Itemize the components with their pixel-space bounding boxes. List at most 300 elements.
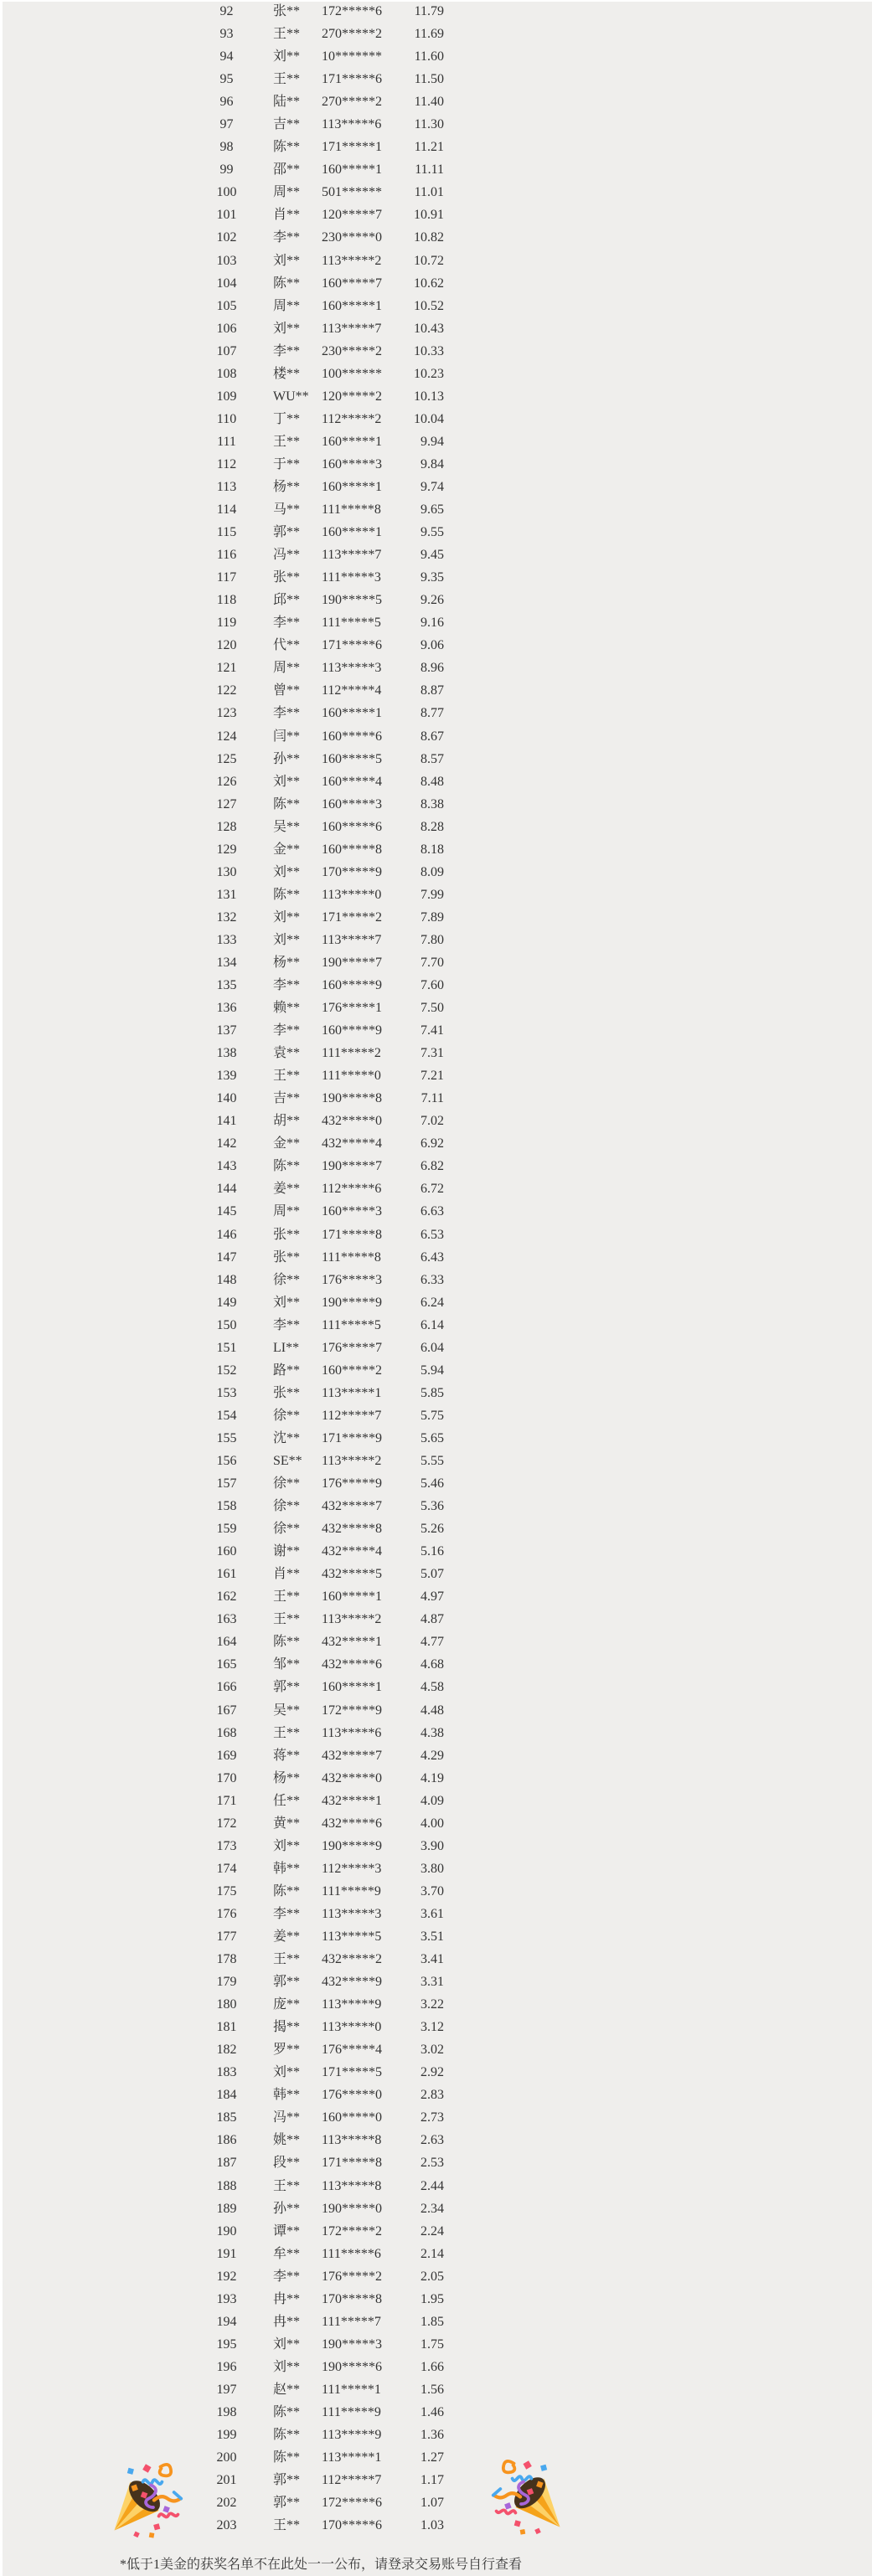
name-cell: 吴**	[273, 819, 301, 834]
table-row	[0, 1925, 872, 1948]
name-cell: 李**	[273, 1906, 301, 1921]
table-row	[0, 1314, 872, 1337]
account-cell: 190*****6	[322, 2359, 382, 2374]
account-cell: 432*****1	[322, 1635, 382, 1650]
name-cell: 邹**	[273, 1657, 301, 1672]
rank-cell: 179	[216, 1975, 237, 1990]
account-cell: 111*****1	[322, 2382, 381, 2397]
name-cell: 陈**	[273, 1883, 301, 1899]
rank-cell: 105	[216, 298, 237, 313]
name-cell: 陈**	[273, 796, 301, 811]
rank-cell: 130	[216, 864, 237, 879]
name-cell: 于**	[273, 456, 301, 471]
amount-cell: 11.40	[414, 95, 444, 110]
name-cell: 周**	[273, 661, 301, 676]
table-row	[0, 2401, 872, 2424]
amount-cell: 4.09	[421, 1793, 444, 1808]
name-cell: 徐**	[273, 1499, 301, 1514]
account-cell: 111*****8	[322, 1249, 381, 1265]
account-cell: 111*****5	[322, 616, 381, 631]
amount-cell: 6.14	[421, 1317, 444, 1332]
name-cell: 邱**	[273, 593, 301, 608]
name-cell: 王**	[273, 1612, 301, 1627]
name-cell: 赖**	[273, 1001, 301, 1016]
amount-cell: 9.35	[421, 570, 444, 585]
rank-cell: 187	[216, 2156, 237, 2171]
amount-cell: 3.12	[421, 2020, 444, 2035]
account-cell: 270*****2	[322, 27, 382, 42]
table-row	[0, 634, 872, 657]
amount-cell: 1.85	[421, 2314, 444, 2329]
name-cell: 闫**	[273, 729, 301, 744]
account-cell: 432*****2	[322, 1952, 382, 1967]
amount-cell: 3.90	[421, 1838, 444, 1853]
amount-cell: 4.29	[421, 1748, 444, 1763]
account-cell: 432*****0	[322, 1114, 382, 1129]
rank-cell: 199	[216, 2428, 237, 2443]
name-cell: 刘**	[273, 932, 301, 947]
table-row	[0, 2197, 872, 2220]
table-row	[0, 2061, 872, 2084]
table-row	[0, 2333, 872, 2356]
amount-cell: 5.65	[421, 1430, 444, 1445]
amount-cell: 5.85	[421, 1385, 444, 1400]
rank-cell: 167	[216, 1703, 237, 1718]
table-row	[0, 226, 872, 249]
rank-cell: 180	[216, 1997, 237, 2012]
account-cell: 190*****3	[322, 2336, 382, 2352]
rank-cell: 162	[216, 1589, 237, 1605]
account-cell: 172*****2	[322, 2223, 382, 2239]
name-cell: 刘**	[273, 864, 301, 879]
account-cell: 112*****7	[322, 1408, 382, 1423]
account-cell: 160*****5	[322, 751, 382, 766]
table-row	[0, 2243, 872, 2265]
amount-cell: 5.26	[421, 1522, 444, 1537]
table-row	[0, 272, 872, 295]
account-cell: 190*****5	[322, 593, 382, 608]
account-cell: 171*****8	[322, 1227, 382, 1242]
rank-cell: 113	[216, 479, 237, 494]
amount-cell: 10.33	[414, 343, 444, 358]
account-cell: 111*****8	[322, 502, 381, 518]
rank-cell: 177	[216, 1929, 237, 1944]
amount-cell: 10.91	[414, 208, 444, 223]
table-row	[0, 793, 872, 816]
name-cell: 陈**	[273, 2428, 301, 2443]
table-row	[0, 1540, 872, 1563]
rank-cell: 111	[217, 434, 236, 449]
amount-cell: 9.26	[421, 593, 444, 608]
account-cell: 176*****4	[322, 2043, 382, 2058]
table-row	[0, 1382, 872, 1404]
name-cell: 刘**	[273, 1295, 301, 1310]
table-row	[0, 1790, 872, 1812]
table-row	[0, 1404, 872, 1427]
rank-cell: 172	[216, 1816, 237, 1831]
table-row	[0, 1246, 872, 1269]
rank-cell: 114	[216, 502, 237, 518]
account-cell: 112*****6	[322, 1182, 382, 1197]
account-cell: 160*****9	[322, 978, 382, 993]
name-cell: 李**	[273, 1023, 301, 1038]
account-cell: 113*****9	[322, 1997, 382, 2012]
table-row	[0, 2129, 872, 2151]
rank-cell: 116	[216, 548, 237, 563]
amount-cell: 5.07	[421, 1567, 444, 1582]
amount-cell: 2.14	[421, 2246, 444, 2261]
amount-cell: 5.46	[421, 1476, 444, 1492]
rank-cell: 136	[216, 1001, 237, 1016]
table-row	[0, 113, 872, 136]
name-cell: 王**	[273, 1952, 301, 1967]
rank-cell: 188	[216, 2178, 237, 2193]
rank-cell: 120	[216, 638, 237, 653]
rank-cell: 161	[216, 1567, 237, 1582]
table-row	[0, 1495, 872, 1517]
amount-cell: 5.94	[421, 1363, 444, 1378]
table-row	[0, 430, 872, 453]
name-cell: 冯**	[273, 548, 301, 563]
rank-cell: 95	[219, 72, 234, 87]
table-row	[0, 317, 872, 340]
amount-cell: 11.50	[414, 72, 444, 87]
name-cell: 姜**	[273, 1182, 301, 1197]
table-row	[0, 702, 872, 724]
account-cell: 160*****4	[322, 774, 382, 789]
account-cell: 120*****7	[322, 208, 382, 223]
amount-cell: 4.68	[421, 1657, 444, 1672]
account-cell: 432*****6	[322, 1816, 382, 1831]
name-cell: 吉**	[273, 1091, 301, 1106]
amount-cell: 4.19	[421, 1770, 444, 1785]
table-row	[0, 544, 872, 566]
name-cell: 肖**	[273, 208, 301, 223]
table-row	[0, 2106, 872, 2129]
amount-cell: 8.96	[421, 661, 444, 676]
rank-cell: 169	[216, 1748, 237, 1763]
rank-cell: 194	[216, 2314, 237, 2329]
rank-cell: 151	[216, 1340, 237, 1355]
amount-cell: 2.92	[421, 2065, 444, 2080]
name-cell: 路**	[273, 1363, 301, 1378]
table-row	[0, 1948, 872, 1971]
table-row	[0, 1653, 872, 1676]
table-row	[0, 1472, 872, 1495]
table-row	[0, 1042, 872, 1064]
account-cell: 160*****7	[322, 276, 382, 291]
rank-cell: 144	[216, 1182, 237, 1197]
amount-cell: 9.45	[421, 548, 444, 563]
rank-cell: 123	[216, 706, 237, 721]
name-cell: 袁**	[273, 1046, 301, 1061]
account-cell: 160*****1	[322, 434, 382, 449]
table-row	[0, 1880, 872, 1903]
account-cell: 432*****0	[322, 1770, 382, 1785]
amount-cell: 4.87	[421, 1612, 444, 1627]
rank-cell: 142	[216, 1136, 237, 1151]
account-cell: 432*****7	[322, 1748, 382, 1763]
amount-cell: 7.89	[421, 909, 444, 925]
account-cell: 111*****9	[322, 2404, 381, 2419]
account-cell: 112*****2	[322, 411, 382, 426]
name-cell: 王**	[273, 1725, 301, 1740]
table-row	[0, 2265, 872, 2288]
rank-cell: 103	[216, 253, 237, 268]
rank-cell: 175	[216, 1883, 237, 1899]
name-cell: 韩**	[273, 1861, 301, 1876]
rank-cell: 196	[216, 2359, 237, 2374]
table-row	[0, 1269, 872, 1291]
name-cell: 李**	[273, 2269, 301, 2284]
name-cell: 揭**	[273, 2020, 301, 2035]
account-cell: 111*****3	[322, 570, 381, 585]
rank-cell: 121	[216, 661, 237, 676]
account-cell: 113*****7	[322, 932, 382, 947]
rank-cell: 168	[216, 1725, 237, 1740]
rank-cell: 150	[216, 1317, 237, 1332]
amount-cell: 4.00	[421, 1816, 444, 1831]
rank-cell: 127	[216, 796, 237, 811]
amount-cell: 6.63	[421, 1204, 444, 1219]
name-cell: 郭**	[273, 525, 301, 540]
amount-cell: 10.62	[414, 276, 444, 291]
name-cell: 周**	[273, 298, 301, 313]
amount-cell: 1.17	[421, 2473, 444, 2488]
amount-cell: 3.70	[421, 1883, 444, 1899]
amount-cell: 7.31	[421, 1046, 444, 1061]
table-row	[0, 951, 872, 974]
table-row	[0, 1200, 872, 1223]
table-row	[0, 1132, 872, 1155]
table-row	[0, 498, 872, 521]
amount-cell: 6.92	[421, 1136, 444, 1151]
account-cell: 113*****1	[322, 2450, 382, 2465]
account-cell: 171*****8	[322, 2156, 382, 2171]
table-row	[0, 2175, 872, 2197]
amount-cell: 7.60	[421, 978, 444, 993]
account-cell: 112*****3	[322, 1861, 382, 1876]
account-cell: 170*****9	[322, 864, 382, 879]
table-row	[0, 1517, 872, 1540]
table-row	[0, 521, 872, 544]
table-row	[0, 1971, 872, 1993]
amount-cell: 7.80	[421, 932, 444, 947]
amount-cell: 11.11	[415, 162, 444, 178]
name-cell: 代**	[273, 638, 301, 653]
rank-cell: 163	[216, 1612, 237, 1627]
amount-cell: 2.73	[421, 2110, 444, 2125]
account-cell: 100******	[322, 366, 382, 381]
amount-cell: 2.83	[421, 2088, 444, 2103]
name-cell: 郭**	[273, 1975, 301, 1990]
rank-cell: 125	[216, 751, 237, 766]
name-cell: 庞**	[273, 1997, 301, 2012]
table-row	[0, 679, 872, 702]
account-cell: 172*****6	[322, 2496, 382, 2511]
rank-cell: 203	[216, 2518, 237, 2533]
account-cell: 10*******	[322, 49, 382, 64]
rank-cell: 159	[216, 1522, 237, 1537]
rank-cell: 202	[216, 2496, 237, 2511]
amount-cell: 2.53	[421, 2156, 444, 2171]
amount-cell: 8.77	[421, 706, 444, 721]
amount-cell: 4.48	[421, 1703, 444, 1718]
name-cell: 郭**	[273, 2496, 301, 2511]
table-row	[0, 1450, 872, 1472]
account-cell: 230*****0	[322, 230, 382, 245]
amount-cell: 7.02	[421, 1114, 444, 1129]
rank-cell: 99	[219, 162, 234, 178]
account-cell: 113*****2	[322, 253, 382, 268]
rank-cell: 186	[216, 2133, 237, 2148]
table-row	[0, 2151, 872, 2174]
table-row	[0, 45, 872, 68]
account-cell: 160*****1	[322, 1680, 382, 1695]
rank-cell: 148	[216, 1272, 237, 1287]
amount-cell: 9.94	[421, 434, 444, 449]
amount-cell: 9.06	[421, 638, 444, 653]
account-cell: 432*****6	[322, 1657, 382, 1672]
amount-cell: 8.67	[421, 729, 444, 744]
amount-cell: 3.31	[421, 1975, 444, 1990]
rank-cell: 118	[216, 593, 237, 608]
account-cell: 111*****5	[322, 1317, 381, 1332]
amount-cell: 10.04	[414, 411, 444, 426]
table-row	[0, 204, 872, 226]
account-cell: 160*****6	[322, 729, 382, 744]
amount-cell: 4.38	[421, 1725, 444, 1740]
rank-cell: 131	[216, 887, 237, 902]
table-row	[0, 1427, 872, 1450]
name-cell: LI**	[273, 1340, 300, 1355]
amount-cell: 10.72	[414, 253, 444, 268]
amount-cell: 6.43	[421, 1249, 444, 1265]
account-cell: 172*****9	[322, 1703, 382, 1718]
amount-cell: 5.55	[421, 1454, 444, 1468]
amount-cell: 6.72	[421, 1182, 444, 1197]
table-row	[0, 770, 872, 793]
rank-cell: 117	[216, 570, 237, 585]
account-cell: 176*****1	[322, 1001, 382, 1016]
name-cell: 沈**	[273, 1430, 301, 1445]
account-cell: 113*****5	[322, 1929, 382, 1944]
name-cell: 刘**	[273, 2359, 301, 2374]
rank-cell: 160	[216, 1544, 237, 1559]
rank-cell: 191	[216, 2246, 237, 2261]
amount-cell: 11.30	[414, 117, 444, 132]
account-cell: 160*****3	[322, 1204, 382, 1219]
name-cell: 胡**	[273, 1114, 301, 1129]
amount-cell: 3.41	[421, 1952, 444, 1967]
table-row	[0, 1087, 872, 1110]
rank-cell: 109	[216, 389, 237, 404]
amount-cell: 3.61	[421, 1906, 444, 1921]
rank-cell: 174	[216, 1861, 237, 1876]
table-row	[0, 1585, 872, 1608]
account-cell: 111*****7	[322, 2314, 381, 2329]
name-cell: 韩**	[273, 2088, 301, 2103]
name-cell: 金**	[273, 1136, 301, 1151]
rank-cell: 100	[216, 185, 237, 200]
amount-cell: 1.95	[421, 2291, 444, 2306]
rank-cell: 124	[216, 729, 237, 744]
amount-cell: 2.34	[421, 2201, 444, 2216]
account-cell: 501******	[322, 185, 382, 200]
account-cell: 190*****9	[322, 1295, 382, 1310]
amount-cell: 4.58	[421, 1680, 444, 1695]
name-cell: 徐**	[273, 1522, 301, 1537]
name-cell: 刘**	[273, 1838, 301, 1853]
name-cell: 曾**	[273, 683, 301, 698]
account-cell: 111*****6	[322, 2246, 381, 2261]
amount-cell: 11.60	[414, 49, 444, 64]
amount-cell: 2.63	[421, 2133, 444, 2148]
table-row	[0, 23, 872, 45]
name-cell: 刘**	[273, 253, 301, 268]
table-row	[0, 1857, 872, 1880]
name-cell: 刘**	[273, 774, 301, 789]
rank-cell: 193	[216, 2291, 237, 2306]
table-row	[0, 90, 872, 113]
name-cell: 陈**	[273, 2404, 301, 2419]
amount-cell: 7.11	[421, 1091, 444, 1106]
table-row	[0, 158, 872, 181]
table-row	[0, 1835, 872, 1857]
table-row	[0, 997, 872, 1019]
amount-cell: 1.46	[421, 2404, 444, 2419]
name-cell: 金**	[273, 842, 301, 857]
rank-cell: 93	[219, 27, 234, 42]
account-cell: 171*****1	[322, 140, 382, 155]
name-cell: 杨**	[273, 479, 301, 494]
name-cell: 李**	[273, 343, 301, 358]
table-row	[0, 611, 872, 634]
rank-cell: 96	[219, 95, 234, 110]
table-row	[0, 816, 872, 838]
account-cell: 111*****2	[322, 1046, 381, 1061]
name-cell: 王**	[273, 72, 301, 87]
account-cell: 171*****6	[322, 638, 382, 653]
rank-cell: 182	[216, 2043, 237, 2058]
rank-cell: 185	[216, 2110, 237, 2125]
table-row	[0, 1019, 872, 1042]
name-cell: 陈**	[273, 1159, 301, 1174]
amount-cell: 10.52	[414, 298, 444, 313]
rank-cell: 200	[216, 2450, 237, 2465]
name-cell: 陈**	[273, 2450, 301, 2465]
name-cell: 赵**	[273, 2382, 301, 2397]
rank-cell: 170	[216, 1770, 237, 1785]
table-row	[0, 1676, 872, 1698]
name-cell: 周**	[273, 185, 301, 200]
rank-cell: 92	[219, 4, 234, 18]
name-cell: 罗**	[273, 2043, 301, 2058]
amount-cell: 3.51	[421, 1929, 444, 1944]
account-cell: 160*****3	[322, 796, 382, 811]
name-cell: 李**	[273, 706, 301, 721]
amount-cell: 8.87	[421, 683, 444, 698]
rank-cell: 183	[216, 2065, 237, 2080]
account-cell: 113*****6	[322, 117, 382, 132]
name-cell: 周**	[273, 1204, 301, 1219]
account-cell: 160*****3	[322, 456, 382, 471]
account-cell: 432*****9	[322, 1975, 382, 1990]
table-row	[0, 2378, 872, 2401]
amount-cell: 11.01	[414, 185, 444, 200]
account-cell: 111*****9	[322, 1883, 381, 1899]
table-row	[0, 1699, 872, 1722]
